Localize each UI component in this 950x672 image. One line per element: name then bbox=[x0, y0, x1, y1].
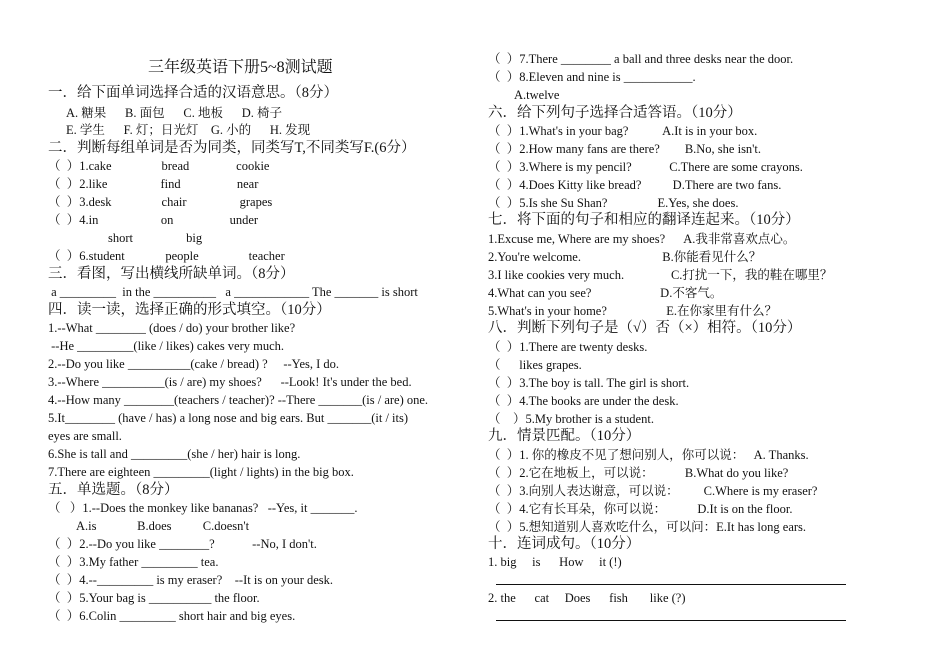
text-line: （ ）1. 你的橡皮不见了想问别人，你可以说： A. Thanks. bbox=[488, 448, 809, 462]
text-line: A.twelve bbox=[514, 88, 560, 102]
text-line: 2.--Do you like __________(cake / bread) ? --Yes, I do. bbox=[48, 357, 340, 371]
text-line: （ ）4.它有长耳朵，你可以说： D.It is on the floor. bbox=[488, 502, 793, 516]
text-line: （ ）5.想知道别人喜欢吃什么，可以问：E.It has long ears. bbox=[488, 520, 807, 534]
text-line: （ ）5.My brother is a student. bbox=[488, 412, 654, 426]
text-line: 5.What's in your home? E.在你家里有什么？ bbox=[488, 304, 778, 318]
text-line: （ ）4.--_________ is my eraser? --It is on your desk. bbox=[48, 573, 334, 587]
text-line: （ ）2.How many fans are there? B.No, she isn't. bbox=[488, 142, 762, 156]
text-line: （ ）6.student people teacher bbox=[48, 249, 285, 263]
text-line: short big bbox=[108, 231, 203, 245]
text-line: （ ）3.向别人表达谢意，可以说： C.Where is my eraser? bbox=[488, 484, 818, 498]
text-line: 3.I like cookies very much. C.打扰一下，我的鞋在哪里？ bbox=[488, 268, 833, 282]
section-heading: 九．情景匹配。（10分） bbox=[488, 428, 641, 444]
text-line: （ ）1.What's in your bag? A.It is in your box. bbox=[488, 124, 758, 138]
text-line: （ ）8.Eleven and nine is ___________. bbox=[488, 70, 696, 84]
text-line: 1.Excuse me, Where are my shoes? A.我非常喜欢点心。 bbox=[488, 232, 796, 246]
text-line: （ ）1.There are twenty desks. bbox=[488, 340, 648, 354]
section-heading: 三．看图，写出横线所缺单词。（8分） bbox=[48, 266, 295, 282]
text-line: （ ）6.Colin _________ short hair and big eyes. bbox=[48, 609, 296, 623]
text-line: （ ）2.like find near bbox=[48, 177, 259, 191]
text-line: 4.--How many ________(teachers / teacher)? --There _______(is / are) one. bbox=[48, 393, 429, 407]
text-line: A.is B.does C.doesn't bbox=[76, 519, 250, 533]
text-line: （ ）1.--Does the monkey like bananas? --Yes, it _______. bbox=[48, 501, 358, 515]
text-line: 7.There are eighteen _________(light / lights) in the big box. bbox=[48, 465, 354, 479]
text-line: A. 糖果 B. 面包 C. 地板 D. 椅子 bbox=[66, 106, 282, 120]
text-line: E. 学生 F. 灯；日光灯 G. 小的 H. 发现 bbox=[66, 123, 311, 137]
answer-line-2[interactable] bbox=[496, 620, 846, 621]
text-line: （ ）3.The boy is tall. The girl is short. bbox=[488, 376, 690, 390]
section-heading: 四．读一读，选择正确的形式填空。（10分） bbox=[48, 302, 331, 318]
text-line: （ ）7.There ________ a ball and three desks near the door. bbox=[488, 52, 794, 66]
answer-line-1[interactable] bbox=[496, 584, 846, 585]
text-line: 6.She is tall and _________(she / her) hair is long. bbox=[48, 447, 301, 461]
text-line: （ ）3.desk chair grapes bbox=[48, 195, 273, 209]
section-heading: 七．将下面的句子和相应的翻译连起来。（10分） bbox=[488, 212, 800, 228]
page-title: 三年级英语下册5~8测试题 bbox=[148, 59, 333, 76]
text-line: 5.It________ (have / has) a long nose and big ears. But _______(it / its) bbox=[48, 411, 409, 425]
text-line: 2.You're welcome. B.你能看见什么？ bbox=[488, 250, 762, 264]
text-line: eyes are small. bbox=[48, 429, 122, 443]
text-line: （ ）2.--Do you like ________? --No, I don't. bbox=[48, 537, 317, 551]
text-line: （ ）3.Where is my pencil? C.There are some crayons. bbox=[488, 160, 803, 174]
section-heading: 六．给下列句子选择合适答语。（10分） bbox=[488, 105, 742, 121]
text-line: （ likes grapes. bbox=[488, 358, 582, 372]
section-heading: 二．判断每组单词是否为同类，同类写T,不同类写F.(6分） bbox=[48, 140, 416, 156]
text-line: （ ）4.Does Kitty like bread? D.There are two fans. bbox=[488, 178, 782, 192]
section-heading: 五．单选题。（8分） bbox=[48, 482, 179, 498]
text-line: 4.What can you see? D.不客气。 bbox=[488, 286, 723, 300]
text-line: 2. the cat Does fish like (?) bbox=[488, 591, 686, 605]
text-line: a _________ in the __________ a ____________ The _______ is short bbox=[48, 285, 418, 299]
text-line: （ ）1.cake bread cookie bbox=[48, 159, 270, 173]
text-line: （ ）4.The books are under the desk. bbox=[488, 394, 679, 408]
section-heading: 八．判断下列句子是（√）否（×）相符。（10分） bbox=[488, 320, 802, 336]
section-heading: 一．给下面单词选择合适的汉语意思。（8分） bbox=[48, 85, 338, 101]
text-line: 1. big is How it (!) bbox=[488, 555, 622, 569]
text-line: （ ）5.Your bag is __________ the floor. bbox=[48, 591, 260, 605]
text-line: 3.--Where __________(is / are) my shoes? --Look! It's under the bed. bbox=[48, 375, 412, 389]
text-line: （ ）3.My father _________ tea. bbox=[48, 555, 219, 569]
text-line: （ ）4.in on under bbox=[48, 213, 259, 227]
text-line: 1.--What ________ (does / do) your brother like? bbox=[48, 321, 296, 335]
text-line: （ ）5.Is she Su Shan? E.Yes, she does. bbox=[488, 196, 739, 210]
section-heading: 十．连词成句。（10分） bbox=[488, 536, 641, 552]
text-line: （ ）2.它在地板上，可以说： B.What do you like? bbox=[488, 466, 789, 480]
text-line: --He _________(like / likes) cakes very much. bbox=[48, 339, 285, 353]
